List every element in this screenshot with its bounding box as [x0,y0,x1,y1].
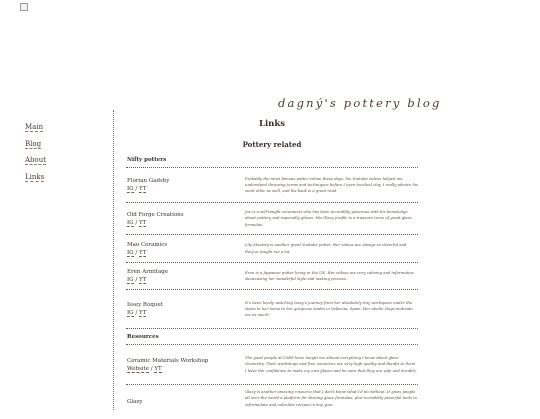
group-heading-nifty-potters: Nifty potters [126,157,418,168]
nav-item-links[interactable]: Links [25,172,45,181]
potter-description: Eren is a Japanese potter living in the UK. Her videos are very calming and informative, showcasing her wonderful style and making process. [245,269,415,281]
page-title: Links [258,119,286,129]
instagram-link[interactable]: IG [127,277,134,283]
potter-name: Florian Gadsby [127,178,170,184]
youtube-link[interactable]: YT [138,186,147,192]
sidebar-nav [25,123,46,189]
list-item: Issey Roquet IG / YT It's been lovely watching Issey's journey from her absolutely tiny workspace under the stairs in her home to her gorgeous studio in Valencia, Spain. Her studio vlogs motivate me so much! [126,290,418,329]
website-link[interactable]: Website [127,365,150,372]
youtube-link[interactable]: YT [154,365,162,372]
list-item: Eren Armitage IG / YT Eren is a Japanese potter living in the UK. Her videos are very calming and informative, showcasing her wonderful style and making process. [126,263,418,290]
list-item: Mao Ceramics IG / YT Lily Maetzig is another great Youtube potter. Her videos are always so cheerful and they've taught me a lot. [126,235,418,263]
youtube-link[interactable]: YT [138,310,147,316]
nav-item-blog[interactable]: Blog [25,139,42,148]
potter-description: Probably the most famous potter online these days, his Youtube videos helped me understand throwing terms and techniques before I even touched clay. I really admire his work ethic as well, and his book is a great read. [245,175,419,194]
vertical-divider [113,110,114,410]
potter-description: Joe is a self-taught ceramicist who has been incredibly generous with his knowledge about pottery and especially glazes. His Glazy profile is a treasure trove of great glaze formulas. [245,209,412,227]
section-title: Pottery related [242,140,302,149]
potter-name: Old Forge Creations [127,211,184,218]
potter-name: Issey Roquet [127,302,163,308]
potter-description: Lily Maetzig is another great Youtube potter. Her videos are always so cheerful and they've taught me a lot. [245,242,407,254]
resource-description: Glazy is another amazing resource that I don't know what I'd do without. It gives people all over the world a platform for sharing glaze formulas, plus incredibly powerful tools to reformulate and calculate recipes in any your [245,389,417,407]
nav-item-about[interactable]: About [25,156,47,164]
potter-name: Mao Ceramics [127,241,168,248]
potter-description: It's been lovely watching Issey's journey from her absolutely tiny workspace under the stairs in her home to her gorgeous studio in Valencia, Spain. Her studio vlogs motivate me so much! [245,299,413,318]
youtube-link[interactable]: YT [138,277,147,283]
potter-name: Eren Armitage [127,269,169,275]
instagram-link[interactable]: IG [127,310,134,316]
list-item: Old Forge Creations IG / YT Joe is a self-taught ceramicist who has been incredibly generous with his knowledge about pottery and especially glazes. His Glazy profile is a treasure trove of great glaze formulas. [126,203,418,235]
list-item [126,385,418,419]
resource-name: Ceramic Materials Workshop [127,357,209,364]
list-item: Florian Gadsby IG / YT Probably the most famous potter online these days, his Youtube videos helped me understand throwing terms and techniques before I even touched clay. I really admire his work ethic as well, and his book is a great read. [126,168,418,203]
resource-name: Glazy [127,399,143,405]
list-item: Ceramic Materials Workshop Website / YT The good people at CMW have taught me almost everything I know about glaze chemistry. Their workshops and free resources are very high quality and thanks to them I have the confidence to make my own glazes and be sure that they are safe and durable. [126,345,418,385]
instagram-link[interactable]: IG [127,186,134,192]
blog-title: dagný's pottery blog [278,96,442,110]
nav-item-main[interactable]: Main [25,123,44,131]
broken-image-icon [20,3,28,11]
youtube-link[interactable]: YT [138,249,147,256]
instagram-link[interactable]: IG [127,249,134,256]
youtube-link[interactable]: YT [138,219,147,226]
resource-description: The good people at CMW have taught me almost everything I know about glaze chemistry. Their workshops and free resources are very high quality and thanks to them I have the confidence to make my own glazes and be sure that they are safe and durable. [245,355,418,373]
instagram-link[interactable]: IG [127,219,134,226]
group-heading-resources: Resources [126,329,418,345]
main-content [126,119,418,419]
